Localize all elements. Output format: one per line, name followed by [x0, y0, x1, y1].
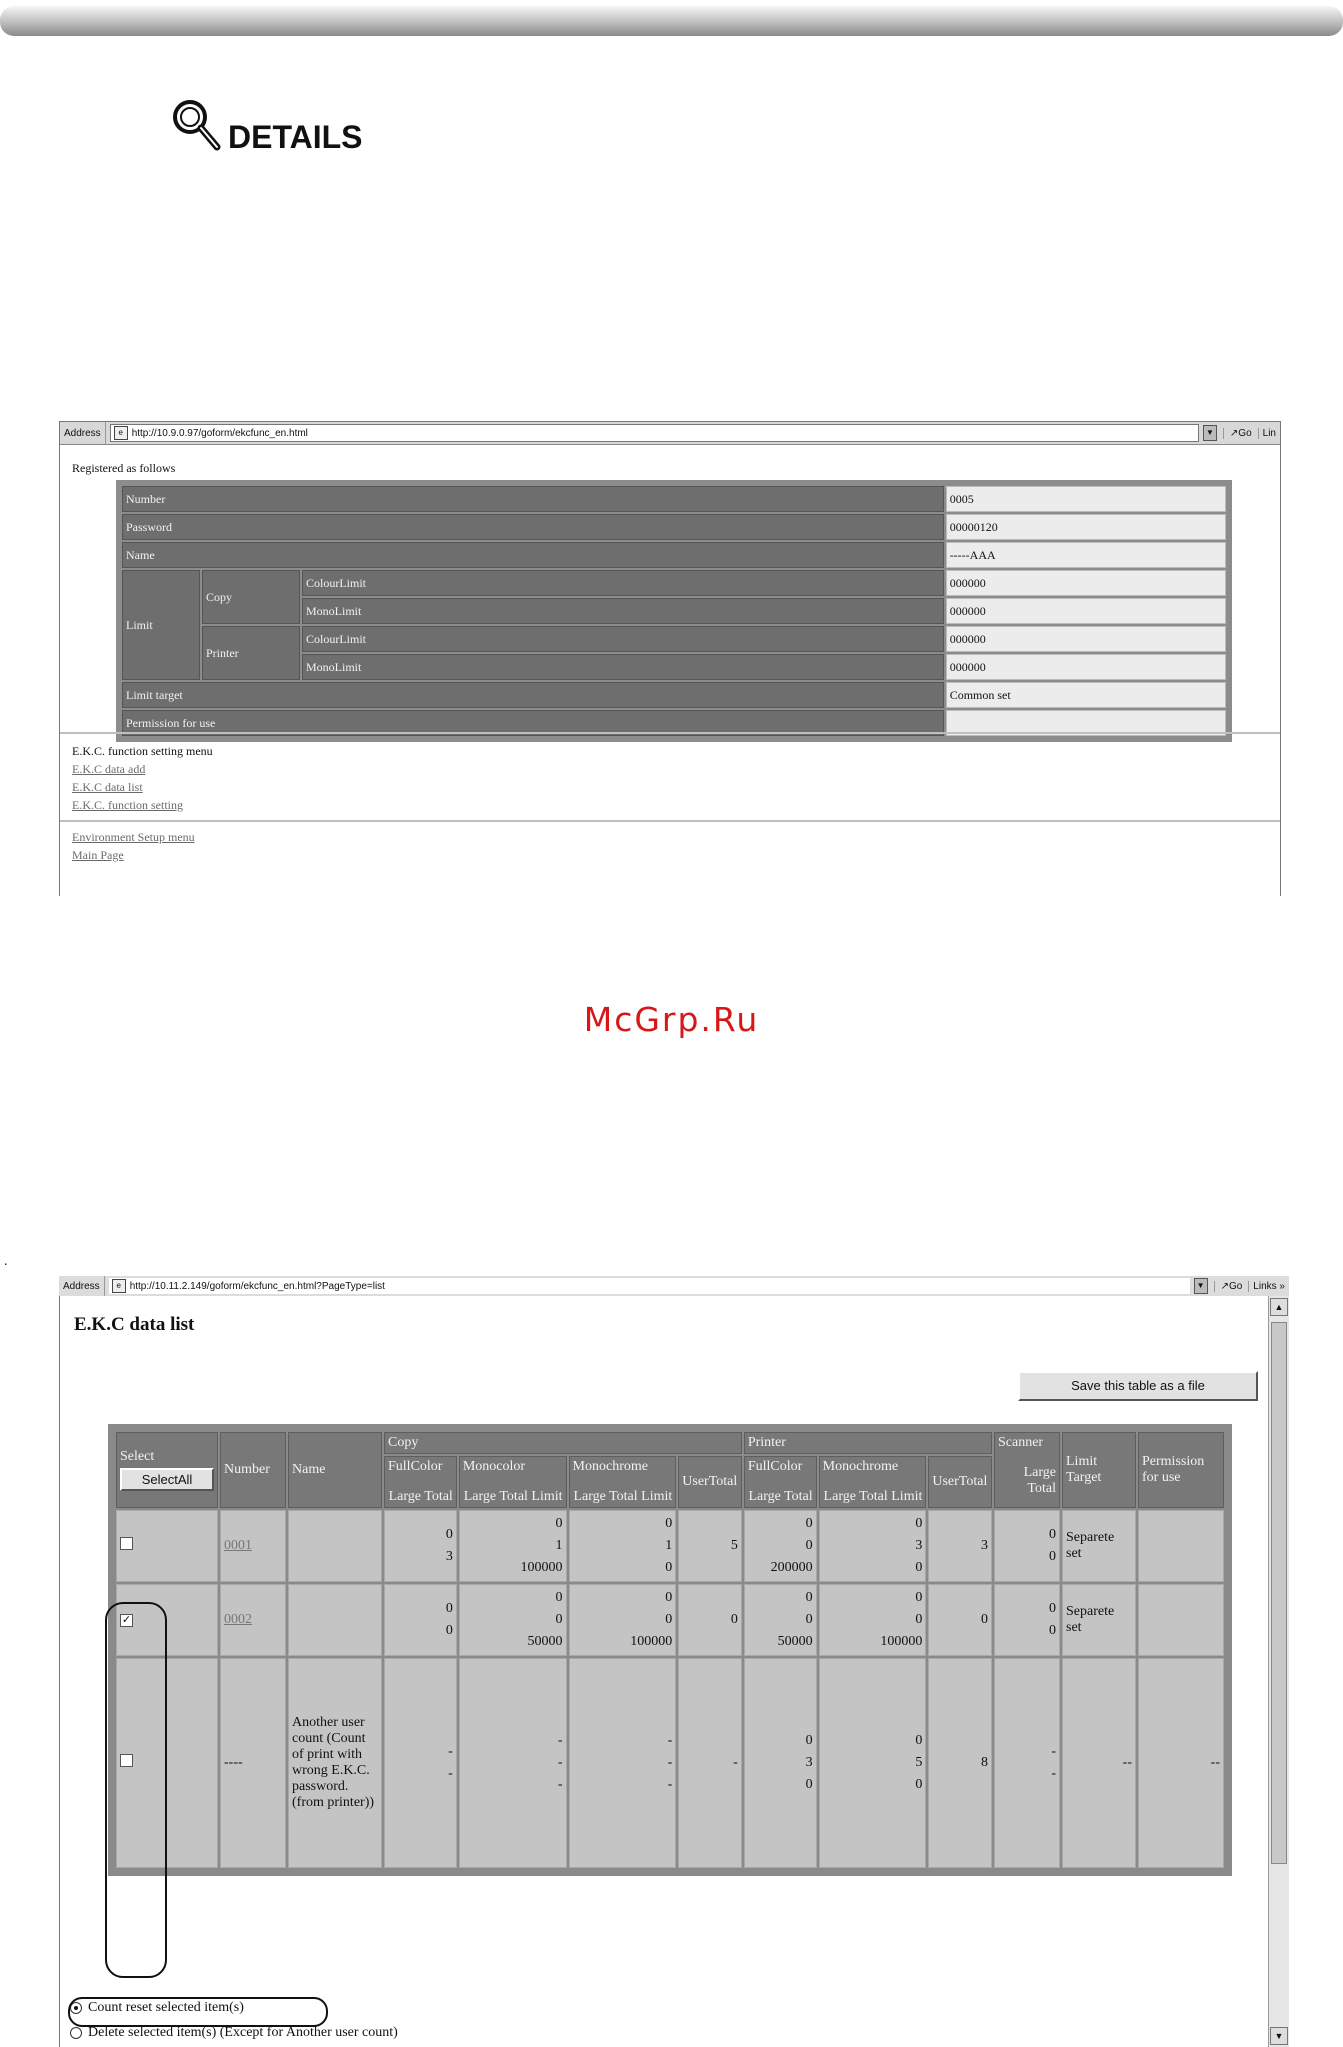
scroll-down-icon[interactable]: ▼: [1270, 2027, 1288, 2045]
divider: [60, 820, 1280, 822]
address-label: Address: [59, 1276, 105, 1296]
scroll-thumb[interactable]: [1271, 1322, 1287, 1864]
delete-option[interactable]: [70, 2025, 398, 2041]
scanner-value: - -: [994, 1658, 1060, 1868]
address-url: http://10.9.0.97/goform/ekcfunc_en.html: [131, 427, 308, 439]
count-reset-label: Count reset selected item(s): [88, 2000, 244, 2015]
main-page-link[interactable]: Main Page: [72, 848, 124, 862]
limit-label: Limit: [122, 570, 200, 680]
count-reset-highlight-oval: [68, 1997, 328, 2027]
copy-usertotal-header: UserTotal: [678, 1456, 742, 1508]
magnifier-icon: [170, 97, 222, 159]
printer-colour-limit-label: ColourLimit: [302, 626, 944, 652]
row-number: ----: [220, 1658, 286, 1868]
menu-title: E.K.C. function setting menu: [72, 744, 213, 758]
table-row: [116, 1510, 1224, 1582]
menu-link-data-list[interactable]: E.K.C data list: [72, 780, 143, 794]
copy-colour-limit-label: ColourLimit: [302, 570, 944, 596]
copy-monocolor-value: 0 0 50000: [459, 1584, 567, 1656]
page-content: [59, 1296, 1270, 2047]
menu-link-data-add[interactable]: E.K.C data add: [72, 762, 146, 776]
page-icon: e: [114, 426, 128, 440]
copy-usertotal-value: 5: [678, 1510, 742, 1582]
table-row: [116, 1658, 1224, 1868]
permission-value: [1138, 1584, 1224, 1656]
printer-monochrome-value: 0 0 100000: [819, 1584, 927, 1656]
copy-header: Copy: [384, 1432, 742, 1454]
printer-usertotal-value: 3: [928, 1510, 992, 1582]
delete-radio[interactable]: [70, 2027, 82, 2039]
copy-monocolor-value: - - -: [459, 1658, 567, 1868]
details-label: DETAILS: [228, 118, 363, 155]
printer-colour-limit-value: 000000: [946, 626, 1226, 652]
limit-target-value: Separete set: [1062, 1510, 1136, 1582]
copy-monochrome-value: 0 0 100000: [569, 1584, 677, 1656]
checkbox-highlight-oval: [105, 1602, 167, 1978]
row-checkbox[interactable]: ✓: [121, 1614, 132, 1626]
vertical-scrollbar[interactable]: [1268, 1296, 1289, 2047]
address-label: Address: [60, 422, 106, 444]
printer-label: Printer: [202, 626, 300, 680]
data-list-table-wrap: [108, 1424, 1232, 1876]
password-label: Password: [122, 514, 944, 540]
copy-fullcolor-header: FullColor Large Total: [384, 1456, 457, 1508]
limit-target-value: Separete set: [1062, 1584, 1136, 1656]
row-name: [288, 1584, 382, 1656]
permission-label: Permission for use: [122, 710, 944, 736]
number-label: Number: [122, 486, 944, 512]
divider: [60, 732, 1280, 734]
scroll-up-icon[interactable]: ▲: [1270, 1298, 1288, 1316]
address-dropdown-icon[interactable]: ▼: [1194, 1278, 1208, 1294]
limit-target-value: --: [1062, 1658, 1136, 1868]
printer-fullcolor-value: 0 0 50000: [744, 1584, 817, 1656]
links-button[interactable]: Links »: [1248, 1281, 1289, 1292]
copy-mono-limit-value: 000000: [946, 598, 1226, 624]
select-header: Select SelectAll: [116, 1432, 218, 1508]
copy-colour-limit-value: 000000: [946, 570, 1226, 596]
address-dropdown-icon[interactable]: ▼: [1203, 425, 1217, 441]
row-checkbox[interactable]: [120, 1537, 133, 1550]
printer-usertotal-value: 0: [928, 1584, 992, 1656]
printer-monochrome-value: 0 3 0: [819, 1510, 927, 1582]
go-button[interactable]: ↗Go: [1223, 428, 1258, 439]
scanner-header: Scanner Large Total: [994, 1432, 1060, 1508]
printer-usertotal-header: UserTotal: [928, 1456, 992, 1508]
registered-screenshot: [59, 421, 1281, 896]
number-header: Number: [220, 1432, 286, 1508]
details-heading: [170, 98, 363, 158]
address-input[interactable]: [110, 424, 1199, 442]
row-name: [288, 1510, 382, 1582]
links-button[interactable]: Lin: [1258, 428, 1280, 439]
copy-fullcolor-value: 0 0: [384, 1584, 457, 1656]
copy-monochrome-value: - - -: [569, 1658, 677, 1868]
figure-marker: .: [4, 1254, 8, 1269]
row-number-link[interactable]: 0001: [220, 1510, 286, 1582]
go-button[interactable]: ↗Go: [1214, 1281, 1249, 1292]
copy-usertotal-value: -: [678, 1658, 742, 1868]
scanner-value: 0 0: [994, 1510, 1060, 1582]
printer-monochrome-value: 0 5 0: [819, 1658, 927, 1868]
page-icon: e: [112, 1279, 126, 1293]
menu-link-function-setting[interactable]: E.K.C. function setting: [72, 798, 183, 812]
printer-fullcolor-value: 0 3 0: [744, 1658, 817, 1868]
copy-fullcolor-value: 0 3: [384, 1510, 457, 1582]
name-label: Name: [122, 542, 944, 568]
data-list-table: [114, 1430, 1226, 1870]
registration-table: [116, 480, 1232, 742]
copy-mono-limit-label: MonoLimit: [302, 598, 944, 624]
page-title: E.K.C data list: [74, 1314, 195, 1335]
environment-setup-link[interactable]: Environment Setup menu: [72, 830, 195, 844]
delete-label: Delete selected item(s) (Except for Another user count): [88, 2025, 398, 2040]
copy-usertotal-value: 0: [678, 1584, 742, 1656]
save-table-button[interactable]: Save this table as a file: [1018, 1371, 1258, 1401]
row-number-link[interactable]: 0002: [220, 1584, 286, 1656]
copy-monocolor-value: 0 1 100000: [459, 1510, 567, 1582]
limit-target-value: Common set: [946, 682, 1226, 708]
address-url: http://10.11.2.149/goform/ekcfunc_en.html?PageType=list: [129, 1280, 385, 1292]
number-value: 0005: [946, 486, 1226, 512]
row-name: Another user count (Count of print with wrong E.K.C. password. (from printer)): [288, 1658, 382, 1868]
printer-header: Printer: [744, 1432, 992, 1454]
permission-value: --: [1138, 1658, 1224, 1868]
printer-mono-limit-value: 000000: [946, 654, 1226, 680]
data-list-screenshot: [59, 1276, 1289, 2047]
top-header-bar: [0, 6, 1343, 36]
name-header: Name: [288, 1432, 382, 1508]
copy-monocolor-header: Monocolor Large Total Limit: [459, 1456, 567, 1508]
printer-fullcolor-value: 0 0 200000: [744, 1510, 817, 1582]
table-row: [116, 1584, 1224, 1656]
address-bar: [60, 422, 1280, 445]
select-all-button[interactable]: SelectAll: [120, 1468, 214, 1491]
ekc-menu: [72, 742, 213, 814]
address-bar: [59, 1276, 1289, 1296]
copy-monochrome-value: 0 1 0: [569, 1510, 677, 1582]
limit-target-header: Limit Target: [1062, 1432, 1136, 1508]
copy-label: Copy: [202, 570, 300, 624]
copy-monochrome-header: Monochrome Large Total Limit: [569, 1456, 677, 1508]
row-select-cell: [116, 1510, 218, 1582]
watermark: McGrp.Ru: [583, 1000, 760, 1039]
address-input[interactable]: [109, 1278, 1190, 1294]
footer-menu: [72, 828, 195, 864]
printer-mono-limit-label: MonoLimit: [302, 654, 944, 680]
copy-fullcolor-value: - -: [384, 1658, 457, 1868]
scanner-value: 0 0: [994, 1584, 1060, 1656]
name-value: -----AAA: [946, 542, 1226, 568]
registered-text: Registered as follows: [72, 461, 176, 475]
printer-usertotal-value: 8: [928, 1658, 992, 1868]
printer-fullcolor-header: FullColor Large Total: [744, 1456, 817, 1508]
printer-monochrome-header: Monochrome Large Total Limit: [819, 1456, 927, 1508]
password-value: 00000120: [946, 514, 1226, 540]
limit-target-label: Limit target: [122, 682, 944, 708]
permission-header: Permission for use: [1138, 1432, 1224, 1508]
permission-value: [1138, 1510, 1224, 1582]
